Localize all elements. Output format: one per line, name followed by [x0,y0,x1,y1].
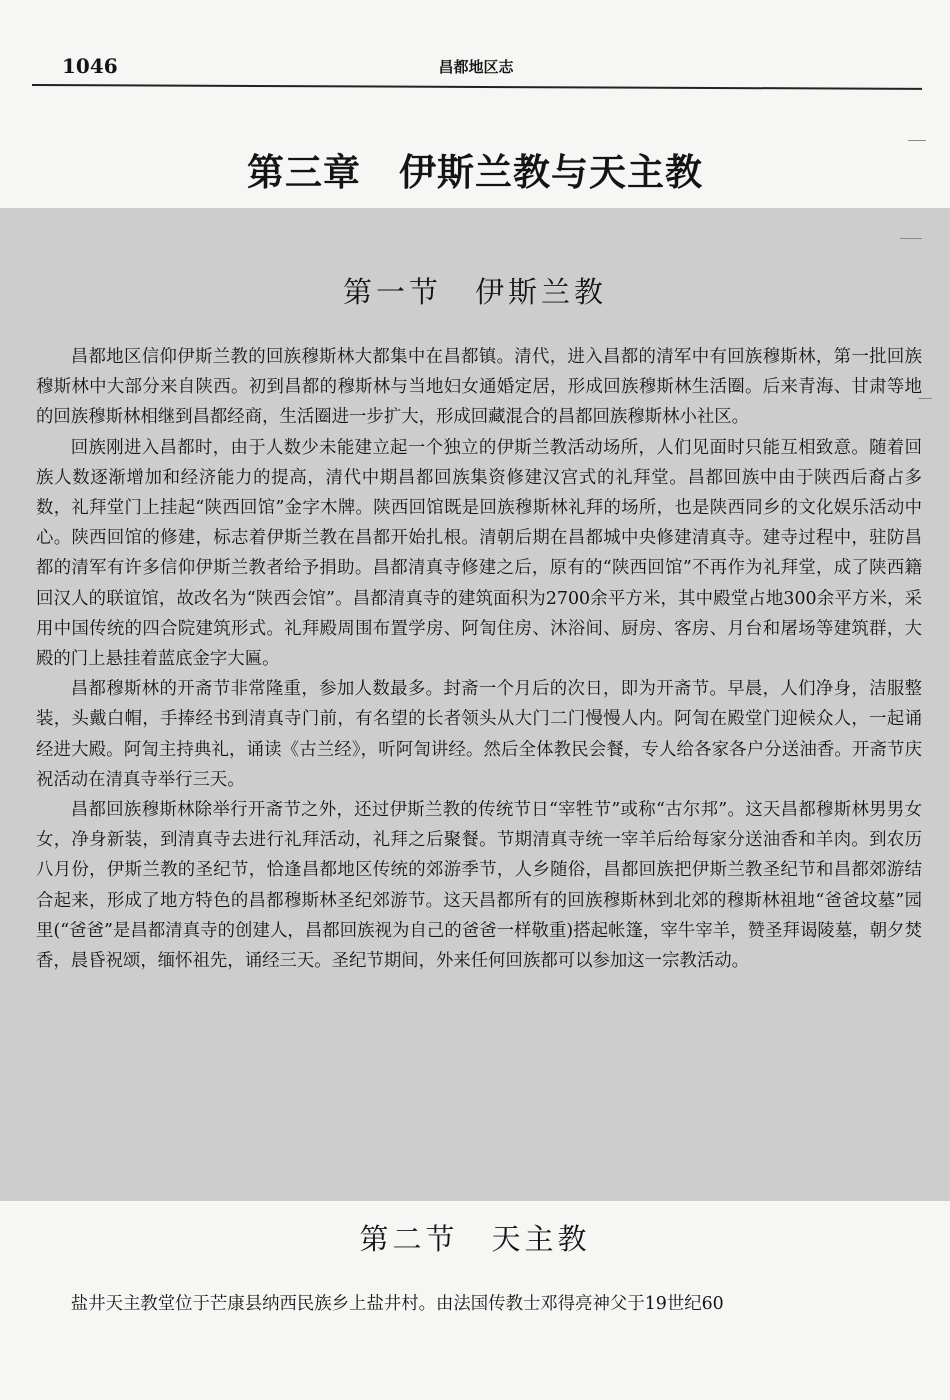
running-title: 昌都地区志 [438,58,514,76]
paragraph: 昌都穆斯林的开斋节非常隆重，参加人数最多。封斋一个月后的次日，即为开斋节。早晨，人们净身，洁服整装，头戴白帽，手捧经书到清真寺门前，有名望的长者领头从大门二门慢慢人内。阿訇在殿堂门迎候众人，一起诵经进大殿。阿訇主持典礼，诵读《古兰经》，听阿訇讲经。然后全体教民会餐，专人给各家各户分送油香。开斋节庆祝活动在清真寺举行三天。 [36,679,922,790]
paragraph: 回族刚进入昌都时，由于人数少未能建立起一个独立的伊斯兰教活动场所，人们见面时只能互相致意。随着回族人数逐渐增加和经济能力的提高，清代中期昌都回族集资修建汉宫式的礼拜堂。昌都回族中由于陕西后裔占多数，礼拜堂门上挂起“陕西回馆”金字木牌。陕西回馆既是回族穆斯林礼拜的场所，也是陕西同乡的文化娱乐活动中心。陕西回馆的修建，标志着伊斯兰教在昌都开始扎根。清朝后期在昌都城中央修建清真寺。建寺过程中，驻防昌都的清军有许多信仰伊斯兰教者给予捐助。昌都清真寺修建之后，原有的“陕西回馆”不再作为礼拜堂，成了陕西籍回汉人的联谊馆，故改名为“陕西会馆”。昌都清真寺的建筑面积为2700余平方米，其中殿堂占地300余平方米，采用中国传统的四合院建筑形式。礼拜殿周围布置学房、阿訇住房、沐浴间、厨房、客房、月台和屠场等建筑群，大殿的门上悬挂着蓝底金字大匾。 [36,437,922,670]
scan-speck [908,140,926,141]
section-title-catholicism: 第二节 天主教 [359,1222,591,1256]
paragraph: 昌都地区信仰伊斯兰教的回族穆斯林大都集中在昌都镇。清代，进入昌都的清军中有回族穆斯林，第一批回族穆斯林中大部分来自陕西。初到昌都的穆斯林与当地妇女通婚定居，形成回族穆斯林生活圈。后来青海、甘肃等地的回族穆斯林相继到昌都经商，生活圈进一步扩大，形成回藏混合的昌都回族穆斯林小社区。 [36,347,922,428]
scan-speck [900,238,922,239]
paragraph: 盐井天主教堂位于芒康县纳西民族乡上盐井村。由法国传教士邓得亮神父于19世纪60 [70,1294,724,1314]
section-title-islam: 第一节 伊斯兰教 [342,275,607,309]
page-header [32,52,920,84]
section-body-islam [36,342,922,976]
scan-speck [918,398,932,399]
chapter-title: 第三章 伊斯兰教与天主教 [247,151,703,194]
section-body-catholicism [36,1289,922,1319]
header-rule [32,84,922,90]
paragraph: 昌都回族穆斯林除举行开斋节之外，还过伊斯兰教的传统节日“宰牲节”或称“古尔邦”。这天昌都穆斯林男男女女，净身新装，到清真寺去进行礼拜活动，礼拜之后聚餐。节期清真寺统一宰羊后给每家分送油香和羊肉。到农历八月份，伊斯兰教的圣纪节，恰逢昌都地区传统的郊游季节，人乡随俗，昌都回族把伊斯兰教圣纪节和昌都郊游结合起来，形成了地方特色的昌都穆斯林圣纪郊游节。这天昌都所有的回族穆斯林到北郊的穆斯林祖地“爸爸坟墓”园里(“爸爸”是昌都清真寺的创建人，昌都回族视为自己的爸爸一样敬重)搭起帐篷，宰牛宰羊，赞圣拜谒陵墓，朝夕焚香，晨昏祝颂，缅怀祖先，诵经三天。圣纪节期间，外来任何回族都可以参加这一宗教活动。 [36,800,922,972]
page-number: 1046 [62,54,118,78]
